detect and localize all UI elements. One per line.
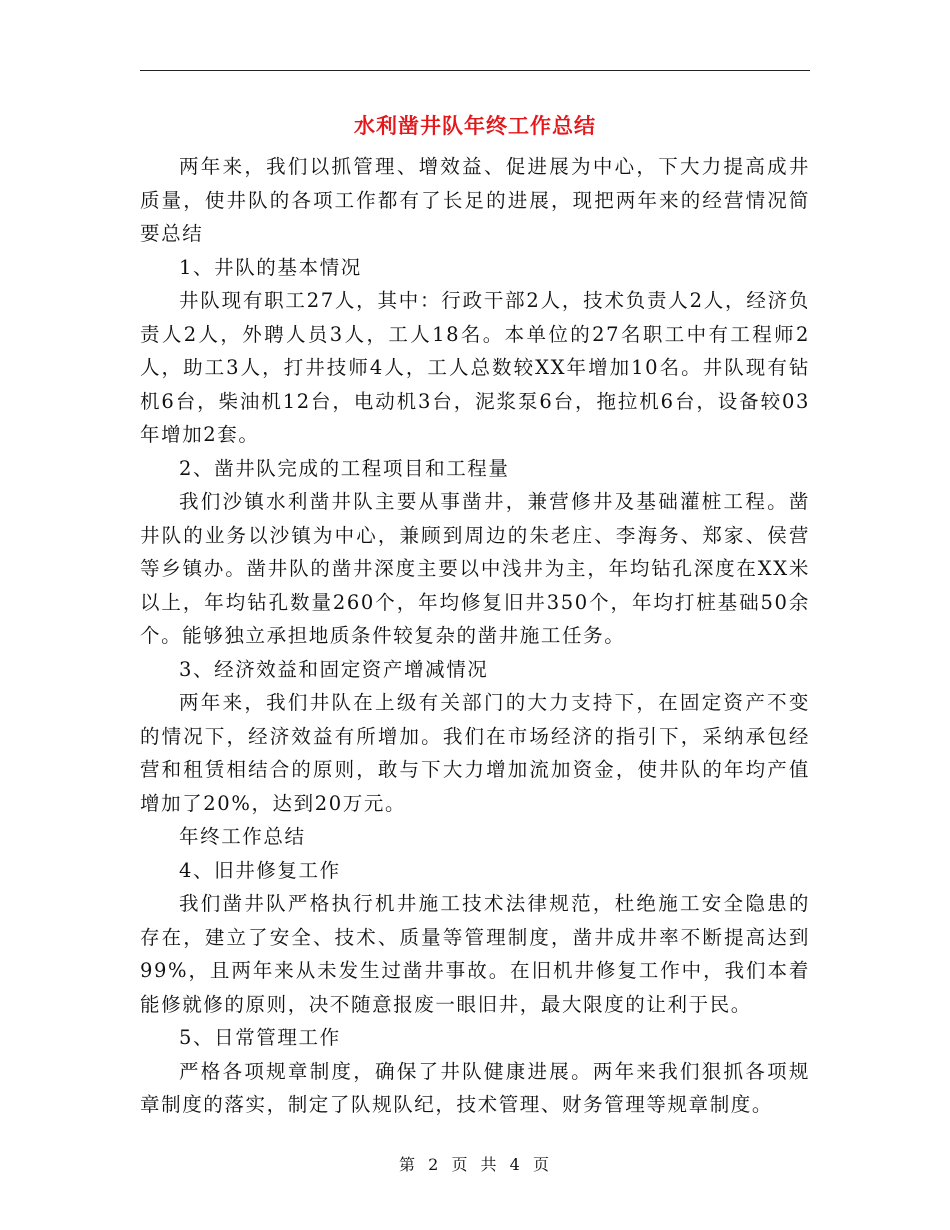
- body-paragraph: 严格各项规章制度，确保了井队健康进展。两年来我们狠抓各项规章制度的落实，制定了队规队纪，技术管理、财务管理等规章制度。: [140, 1059, 810, 1116]
- document-title: 水利凿井队年终工作总结: [354, 113, 596, 138]
- section-heading: 1、井队的基本情况: [179, 255, 362, 279]
- section-heading: 4、旧井修复工作: [179, 858, 341, 882]
- footer-label-unit: 页: [451, 1155, 470, 1174]
- section-heading: 年终工作总结: [179, 825, 306, 848]
- document-body: [140, 150, 810, 1122]
- section-heading: 3、经济效益和固定资产增减情况: [179, 657, 489, 681]
- body-paragraph: 两年来，我们井队在上级有关部门的大力支持下，在固定资产不变的情况下，经济效益有所增加。我们在市场经济的指引下，采纳承包经营和租赁相结合的原则，敢与下大力增加流加资金，使井队的年均产值增加了20%，达到20万元。: [140, 691, 810, 815]
- section-heading: 5、日常管理工作: [179, 1026, 341, 1049]
- page-footer: [140, 1152, 810, 1175]
- footer-total-pages: 4: [509, 1155, 522, 1174]
- body-paragraph: 井队现有职工27人，其中：行政干部2人，技术负责人2人，经济负责人2人，外聘人员3人，工人18名。本单位的27名职工中有工程师2人，助工3人，打井技师4人，工人总数较XX年增加10名。井队现有钻机6台，柴油机12台，电动机3台，泥浆泵6台，拖拉机6台，设备较03年增加2套。: [140, 289, 810, 446]
- body-paragraph: 我们凿井队严格执行机井施工技术法律规范，杜绝施工安全隐患的存在，建立了安全、技术、质量等管理制度，凿井成井率不断提高达到99%，且两年来从未发生过凿井事故。在旧机井修复工作中，我们本着能修就修的原则，决不随意报废一眼旧井，最大限度的让利于民。: [140, 892, 810, 1016]
- footer-label-page: 第: [399, 1155, 418, 1174]
- footer-current-page: 2: [428, 1155, 441, 1174]
- footer-label-total: 共: [480, 1155, 499, 1174]
- footer-label-unit2: 页: [532, 1155, 551, 1174]
- body-paragraph: 我们沙镇水利凿井队主要从事凿井，兼营修井及基础灌桩工程。凿井队的业务以沙镇为中心，兼顾到周边的朱老庄、李海务、郑家、侯营等乡镇办。凿井队的凿井深度主要以中浅井为主，年均钻孔深度在XX米以上，年均钻孔数量260个，年均修复旧井350个，年均打桩基础50余个。能够独立承担地质条件较复杂的凿井施工任务。: [140, 490, 810, 647]
- body-paragraph: 两年来，我们以抓管理、增效益、促进展为中心，下大力提高成井质量，使井队的各项工作都有了长足的进展，现把两年来的经营情况简要总结: [140, 155, 810, 245]
- section-heading: 2、凿井队完成的工程项目和工程量: [179, 456, 510, 480]
- header-rule: [140, 70, 810, 71]
